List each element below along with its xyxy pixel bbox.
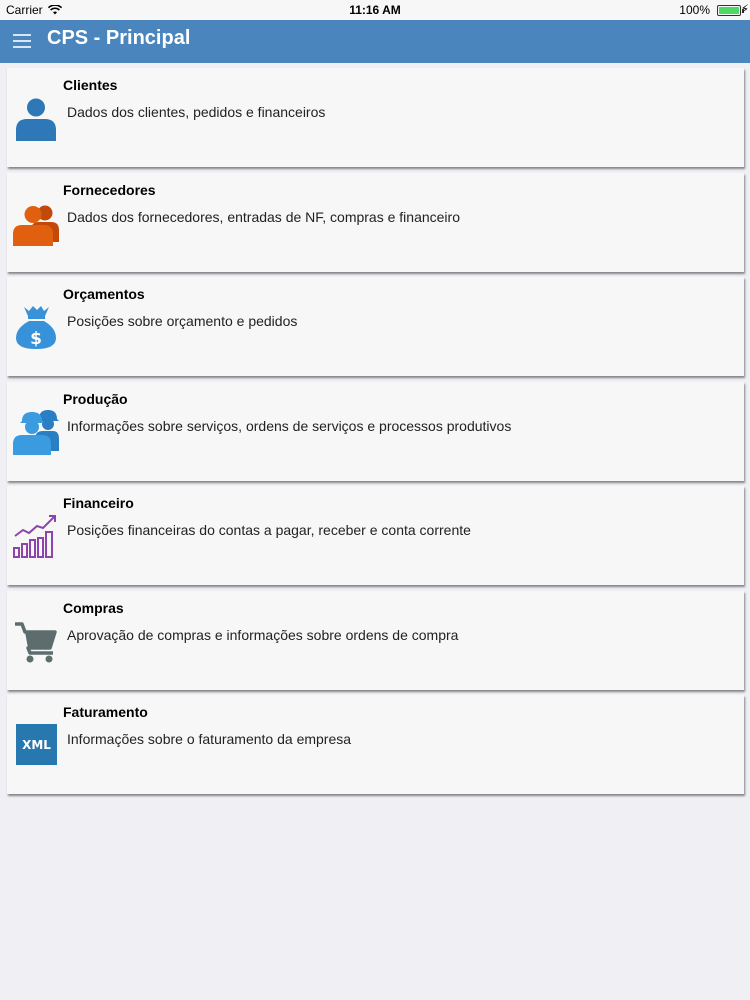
svg-text:$: $: [30, 329, 42, 349]
menu-item-financeiro[interactable]: [7, 486, 744, 585]
shopping-cart-icon: [13, 618, 59, 664]
page-title: CPS - Principal: [47, 27, 191, 49]
menu-list: [7, 68, 744, 800]
menu-item-title: Fornecedores: [63, 181, 156, 198]
menu-item-compras[interactable]: [7, 591, 744, 690]
clock: 11:16 AM: [349, 3, 401, 17]
battery-icon: [717, 5, 741, 16]
menu-item-description: Dados dos fornecedores, entradas de NF, compras e financeiro: [67, 208, 460, 225]
menu-item-description: Posições financeiras do contas a pagar, receber e conta corrente: [67, 522, 471, 538]
menu-item-description: Informações sobre o faturamento da empresa: [67, 731, 352, 747]
menu-item-faturamento[interactable]: [7, 695, 744, 794]
menu-item-title: Compras: [63, 599, 124, 616]
people-icon: [13, 200, 59, 246]
hamburger-menu-icon[interactable]: [13, 32, 31, 50]
battery-percent: 100%: [679, 3, 710, 17]
status-bar: [0, 0, 750, 20]
menu-item-clientes[interactable]: [7, 68, 744, 167]
money-bag-icon: [13, 304, 59, 350]
menu-item-fornecedores[interactable]: [7, 173, 744, 272]
menu-item-producao[interactable]: [7, 382, 744, 481]
menu-item-title: Clientes: [63, 77, 118, 93]
svg-text:XML: XML: [22, 738, 51, 752]
carrier-label: Carrier: [6, 3, 43, 17]
menu-item-title: Faturamento: [63, 704, 148, 720]
person-icon: [13, 95, 59, 141]
charging-icon: ⚡: [740, 2, 749, 16]
growth-chart-icon: [13, 513, 59, 559]
menu-item-title: Produção: [63, 390, 128, 407]
menu-item-orcamentos[interactable]: [7, 277, 744, 376]
menu-item-description: Informações sobre serviços, ordens de serviços e processos produtivos: [67, 417, 512, 434]
menu-item-title: Financeiro: [63, 495, 134, 511]
nav-bar: [0, 20, 750, 63]
menu-item-description: Dados dos clientes, pedidos e financeiros: [67, 104, 326, 120]
menu-item-description: Posições sobre orçamento e pedidos: [67, 313, 298, 329]
menu-item-description: Aprovação de compras e informações sobre ordens de compra: [67, 626, 459, 643]
workers-icon: [13, 409, 59, 455]
menu-item-title: Orçamentos: [63, 286, 145, 302]
xml-file-icon: [13, 722, 59, 768]
